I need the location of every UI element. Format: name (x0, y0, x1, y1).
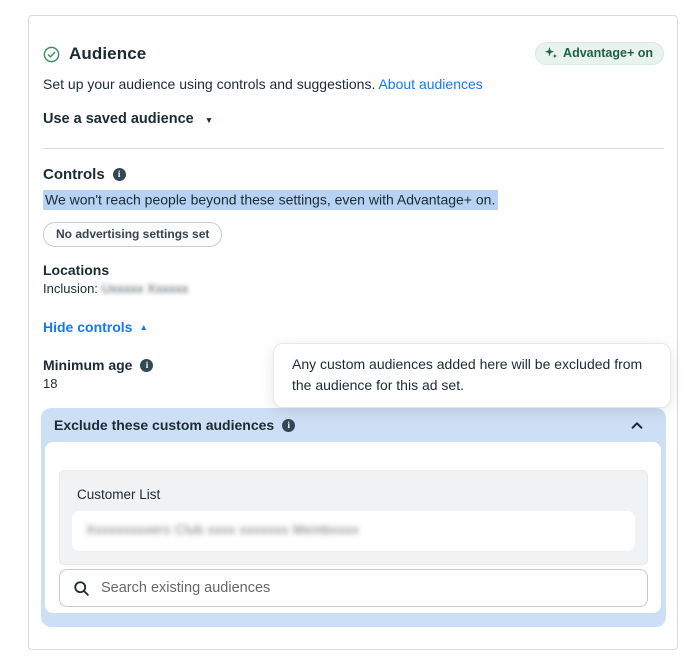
about-audiences-link[interactable]: About audiences (378, 76, 483, 92)
controls-title: Controls (43, 166, 105, 183)
excluded-audience-item[interactable] (72, 511, 635, 551)
exclude-audiences-panel (41, 408, 666, 627)
check-circle-icon (43, 46, 60, 63)
controls-note-highlighted: We won't reach people beyond these settings, even with Advantage+ on. (43, 190, 664, 209)
search-icon (73, 580, 90, 597)
locations-inclusion (43, 281, 664, 296)
caret-down-icon: ▼ (204, 114, 214, 125)
advantage-plus-badge[interactable] (535, 42, 664, 65)
sparkle-icon (544, 46, 558, 60)
advantage-badge-label: Advantage+ on (563, 46, 653, 60)
audience-item-redacted-text: Xxxxxxxxxers Club xxxx xxxxxxx Membxxxx (86, 522, 360, 537)
hide-controls-label: Hide controls (43, 319, 133, 335)
controls-title-row (43, 166, 664, 183)
search-audiences-box[interactable] (59, 569, 648, 607)
no-advertising-settings-pill: No advertising settings set (43, 222, 222, 247)
customer-list-label: Customer List (77, 487, 161, 502)
section-divider (43, 148, 664, 149)
exclude-panel-title: Exclude these custom audiences (54, 417, 275, 433)
use-saved-audience-label: Use a saved audience (43, 111, 194, 127)
exclude-panel-body (45, 442, 661, 613)
caret-up-icon: ▲ (139, 321, 148, 332)
hide-controls-link[interactable] (43, 319, 148, 335)
chevron-up-icon (630, 419, 644, 432)
minimum-age-value: 18 (43, 376, 58, 391)
controls-info-icon[interactable]: i (113, 168, 126, 181)
exclude-panel-header[interactable] (45, 408, 661, 442)
tooltip-text: Any custom audiences added here will be excluded from the audience for this ad set. (292, 356, 643, 393)
search-audiences-input[interactable] (101, 580, 634, 596)
exclusion-tooltip (273, 343, 671, 408)
section-header (43, 42, 664, 65)
minimum-age-info-icon[interactable]: i (140, 359, 153, 372)
section-title: Audience (69, 43, 147, 63)
use-saved-audience-dropdown[interactable] (43, 111, 213, 127)
minimum-age-label: Minimum age (43, 357, 133, 373)
section-subtitle (43, 74, 664, 94)
exclude-panel-info-icon[interactable]: i (282, 419, 295, 432)
customer-list-group (59, 470, 648, 565)
subtitle-text: Set up your audience using controls and suggestions. (43, 76, 376, 92)
audience-section-card (28, 15, 678, 650)
inclusion-redacted-value: Uxxxxx Xxxxxx (101, 281, 189, 296)
inclusion-prefix: Inclusion: (43, 281, 98, 296)
locations-label: Locations (43, 262, 110, 278)
